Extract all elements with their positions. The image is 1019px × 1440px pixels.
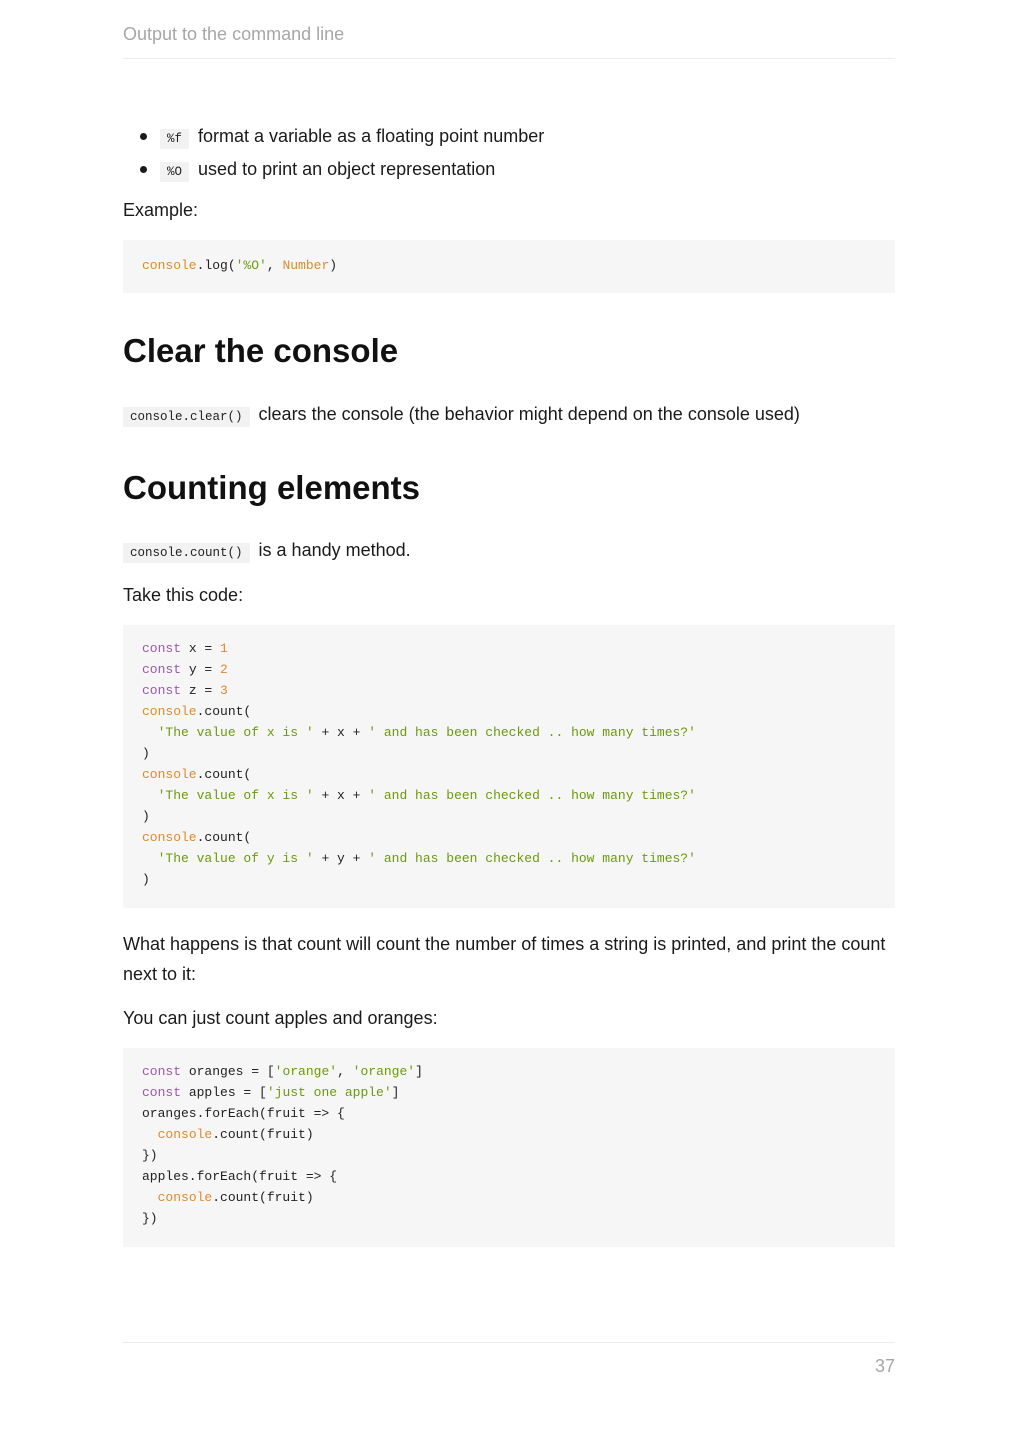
- apples-intro: You can just count apples and oranges:: [123, 1008, 438, 1028]
- running-header: [123, 24, 895, 59]
- example-label: Example:: [123, 200, 199, 220]
- section-heading-count: Counting elements: [123, 469, 421, 506]
- bullet-icon: [140, 133, 147, 140]
- list-item: [123, 121, 544, 154]
- inline-code: %f: [160, 129, 189, 149]
- list-item-text: used to print an object representation: [198, 159, 496, 179]
- inline-code: console.count(): [123, 543, 250, 563]
- clear-paragraph: [123, 399, 895, 432]
- chapter-title: Output to the command line: [123, 24, 345, 44]
- section-heading-clear: Clear the console: [123, 332, 399, 369]
- count-paragraph: [123, 535, 895, 568]
- inline-code: %O: [160, 162, 189, 182]
- list-item: [123, 154, 544, 187]
- running-footer: [123, 1342, 895, 1377]
- take-code-label: Take this code:: [123, 585, 244, 605]
- page-number: 37: [874, 1356, 895, 1376]
- count-explanation: What happens is that count will count the number of times a string is printed, and print the count next to it:: [123, 934, 886, 984]
- list-item-text: format a variable as a floating point number: [198, 126, 545, 146]
- example-code-block: console.log('%O', Number): [123, 240, 895, 293]
- fruit-code-block: const oranges = ['orange', 'orange'] const apples = ['just one apple'] oranges.forEach(fruit => { console.count(fruit) }) apples.forEach(fruit => { console.count(fruit) }): [123, 1048, 895, 1247]
- count-description: is a handy method.: [258, 540, 411, 560]
- format-specifier-list: [123, 121, 544, 187]
- clear-description: clears the console (the behavior might depend on the console used): [258, 404, 800, 424]
- inline-code: console.clear(): [123, 407, 250, 427]
- count-code-block: const x = 1 const y = 2 const z = 3 console.count( 'The value of x is ' + x + ' and has been checked .. how many times?' ) console.count( 'The value of x is ' + x + ' and has been checked .. how many times?' ) console.count( 'The value of y is ' + y + ' and has been checked .. how many times?' ): [123, 625, 895, 908]
- bullet-icon: [140, 166, 147, 173]
